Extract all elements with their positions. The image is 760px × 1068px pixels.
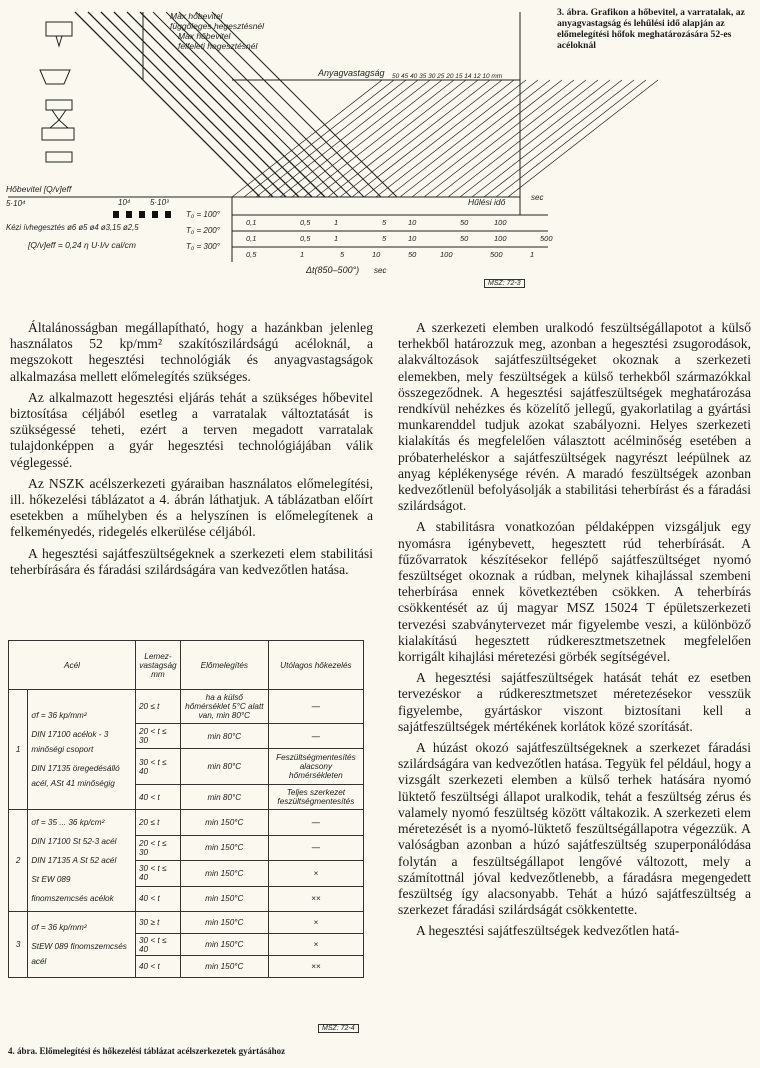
post-treatment-cell: ××: [268, 886, 363, 912]
preheat-cell: min 150°C: [180, 886, 268, 912]
time-tick-label: 0,1: [246, 234, 257, 243]
group-steel-description: [28, 810, 136, 912]
time-tick-label: 5: [340, 250, 345, 259]
weld-icon-4: [42, 120, 74, 140]
preheat-cell: min 80°C: [180, 785, 268, 810]
preheat-table: [8, 640, 364, 978]
time-tick-label: 50: [408, 250, 417, 259]
thickness-cell: 40 < t: [136, 886, 181, 912]
table-row: [9, 810, 364, 836]
preheat-cell: min 80°C: [180, 724, 268, 749]
electrode-mark: [126, 211, 132, 218]
thickness-fan-line: [352, 80, 502, 197]
post-treatment-cell: —: [268, 810, 363, 836]
electrode-mark: [165, 211, 171, 218]
time-row-label: T₀ = 300°: [186, 242, 220, 251]
steel-description-line: DIN 17100 acélok - 3 minőségi csoport: [31, 730, 109, 754]
electrode-mark: [139, 211, 145, 218]
table4-caption: 4. ábra. Előmelegítési és hőkezelési táblázat acélszerkezetek gyártásához: [8, 1046, 286, 1056]
paragraph: Az alkalmazott hegesztési eljárás tehát a szükséges hőbevitel biztosítása céljából esetleg a varratalak változtatását is szükségessé teheti, ezért a terven megadott varratalak tulajdonképpen a gyár hegesztési technológiájában válik véglegessé.: [10, 389, 373, 470]
thickness-fan-lines: [232, 80, 658, 197]
weld-icon-1: [46, 22, 72, 46]
group-steel-description: [28, 690, 136, 810]
steel-description-line: DIN 17100 St 52-3 acél: [31, 837, 117, 846]
post-treatment-cell: —: [268, 835, 363, 861]
preheat-cell: min 80°C: [180, 749, 268, 785]
table4-code: MSZ: 72-4: [318, 1024, 359, 1033]
table-row: [9, 690, 364, 724]
time-tick-label: 100: [440, 250, 453, 259]
preheat-cell: min 150°C: [180, 912, 268, 934]
thickness-fan-line: [256, 80, 406, 197]
figure3-code: MSZ: 72-3: [484, 279, 525, 288]
thickness-values: 50 45 40 35 30 25 20 15 14 12 10 mm: [392, 73, 503, 80]
preheat-cell: min 150°C: [180, 810, 268, 836]
steel-description-line: σf = 36 kp/mm²: [31, 923, 87, 932]
thickness-fan-line: [412, 80, 562, 197]
thickness-label: Anyagvastagság: [318, 68, 385, 78]
thickness-fan-line: [328, 80, 478, 197]
electrode-marks: [113, 211, 171, 218]
time-tick-label: 500: [540, 234, 553, 243]
thickness-fan-line: [400, 80, 550, 197]
delta-t-label: Δt(850–500°): [306, 265, 360, 275]
thickness-cell: 20 ≤ t: [136, 690, 181, 724]
nomogram-diagonal-line: [212, 12, 397, 197]
time-tick-label: 1: [300, 250, 305, 259]
steel-description-line: σf = 36 kp/mm²: [31, 711, 87, 720]
thickness-fan-line: [364, 80, 514, 197]
preheat-cell: min 150°C: [180, 956, 268, 978]
right-text-column: [398, 320, 751, 945]
thickness-fan-line: [472, 80, 622, 197]
time-tick-label: 1: [334, 218, 339, 227]
time-tick-label: 5: [382, 234, 387, 243]
heat-input-label: Hőbevitel [Q/v]eff: [6, 184, 72, 194]
thickness-fan-line: [340, 80, 490, 197]
nomogram-diagonal-lines: [75, 12, 397, 197]
time-tick-label: 0,5: [246, 250, 257, 259]
weld-icon-5: [46, 152, 72, 162]
group-number: 3: [9, 912, 28, 978]
figure3-caption: 3. ábra. Grafikon a hőbevitel, a varratalak, az anyagvastagság és lehűlési idő alapján az előmelegítési hőfok meghatározására 52-es acéloknál: [557, 7, 745, 51]
electrode-label: Kézi ívhegesztés ø6 ø5 ø4 ø3,15 ø2,5: [6, 223, 139, 232]
time-tick-label: 0,5: [300, 234, 311, 243]
thickness-fan-line: [484, 80, 634, 197]
paragraph: A hegesztési sajátfeszültségek hatását tehát ez esetben tervezéskor a rúdkeresztmetszet méretezésekor vesszük figyelembe, gyártáskor viszont biztosítani kell a sajátfeszültségek mértékének korlátok közé szorítását.: [398, 670, 751, 734]
steel-description-line: StEW 089 finomszemcsés acél: [31, 942, 127, 966]
table-row: [9, 912, 364, 934]
electrode-mark: [113, 211, 119, 218]
paragraph: A hegesztési sajátfeszültségeknek a szerkezeti elem stabilitási teherbírására és fáradási szilárdságára van kedvezőtlen hatása.: [10, 545, 373, 577]
thickness-cell: 30 ≥ t: [136, 912, 181, 934]
cooling-unit: sec: [531, 193, 544, 202]
preheat-cell: ha a külső hőmérséklet 5°C alatt van, min 80°C: [180, 690, 268, 724]
group-number: 1: [9, 690, 28, 810]
preheat-cell: min 150°C: [180, 934, 268, 956]
post-treatment-cell: ××: [268, 956, 363, 978]
time-row-label: T₀ = 200°: [186, 226, 220, 235]
scale-tick-2: 5·10³: [150, 198, 169, 207]
thickness-cell: 40 < t: [136, 785, 181, 810]
thickness-fan-line: [376, 80, 526, 197]
header-post: Utólagos hőkezelés: [268, 641, 363, 690]
time-tick-label: 1: [530, 250, 535, 259]
thickness-fan-line: [388, 80, 538, 197]
post-treatment-cell: Teljes szerkezet feszültségmentesítés: [268, 785, 363, 810]
time-tick-label: 10: [408, 234, 417, 243]
thickness-fan-line: [280, 80, 430, 197]
thickness-fan-line: [292, 80, 442, 197]
electrode-mark: [152, 211, 158, 218]
thickness-cell: 30 < t ≤ 40: [136, 749, 181, 785]
thickness-cell: 30 < t ≤ 40: [136, 861, 181, 887]
time-tick-label: 500: [490, 250, 503, 259]
thickness-cell: 40 < t: [136, 956, 181, 978]
time-row-label: T₀ = 100°: [186, 210, 220, 219]
table4-container: [8, 640, 370, 1040]
heat-input-unit: 5·10⁴: [6, 199, 26, 208]
time-tick-label: 1: [334, 234, 339, 243]
steel-description-line: DIN 17135 A St 52 acél: [31, 856, 117, 865]
post-treatment-cell: ×: [268, 861, 363, 887]
thickness-cell: 20 < t ≤ 30: [136, 724, 181, 749]
legend-line-4: felfeleti hegesztésnél: [178, 41, 258, 51]
paragraph: Általánosságban megállapítható, hogy a hazánkban jelenleg használatos 52 kp/mm² szakítószilárdságú acéloknál, a megszokott hegesztési technológiák és anyagvastagságok alkalmazása mellett előmelegítés szükséges.: [10, 320, 373, 384]
paragraph: A szerkezeti elemben uralkodó feszültségállapotot a külső terhekből határozzuk meg, azonban a hegesztési zsugorodások, alakváltozások sajátfeszültségeket okoznak a szerkezeti elemekben, mely feszültségek a külső terhekből származókkal összegeződnek. A hegesztési sajátfeszültségek meghatározása rendkívül nehézkes és közelítő jellegű, gyakorlatilag a gyártási munkarenddel tudjuk azokat szabályozni. Helyes szerkezeti kialakítás és megfelelően választott acélminőség esetében a próbaterheléskor a sajátfeszültségek nagyrészt leépülnek az anyag képlékenysége révén. A maradó feszültségek azonban kedvezőtlenül befolyásolják a stabilitási teherbírást és a fáradási szilárdságot.: [398, 320, 751, 514]
steel-description-line: DIN 17135 öregedésálló acél, ASt 41 minőségig: [31, 764, 120, 788]
paragraph: A húzást okozó sajátfeszültségeknek a szerkezet fáradási szilárdságára van kedvezőtlen hatása. Tegyük fel például, hogy a vizsgált szerkezeti elemben a külső terhek hatására nyomó lüktető feszültségi állapot uralkodik, tehát a feszültség zérus és valamely nyomó feszültség között váltakozik. A szerkezeti elem méretezését is a nyomó-lüktető feszültségállapotra végezzük. A valóságban azonban a húzó sajátfeszültség szuperponálódása folytán a feszültségállapot lengővé változott, mely a számítottnál jóval kedvezőtlenebb, a fáradásra megengedett feszültség így alacsonyabb. Tehát a húzó sajátfeszültség a szerkezet fáradási szilárdságát csökkentette.: [398, 740, 751, 918]
thickness-fan-line: [508, 80, 658, 197]
header-thickness: Lemez-vastagság mm: [136, 641, 181, 690]
thickness-cell: 20 ≤ t: [136, 810, 181, 836]
steel-description-line: finomszemcsés acélok: [31, 894, 114, 903]
group-steel-description: [28, 912, 136, 978]
thickness-cell: 20 < t ≤ 30: [136, 835, 181, 861]
time-tick-label: 0,5: [300, 218, 311, 227]
delta-t-unit: sec: [374, 266, 387, 275]
thickness-cell: 30 < t ≤ 40: [136, 934, 181, 956]
post-treatment-cell: —: [268, 724, 363, 749]
formula: [Q/v]eff = 0,24 η U·I/v cal/cm: [28, 240, 136, 250]
post-treatment-cell: ×: [268, 912, 363, 934]
preheat-cell: min 150°C: [180, 835, 268, 861]
time-tick-label: 100: [494, 234, 507, 243]
time-tick-label: 50: [460, 234, 469, 243]
time-tick-label: 5: [382, 218, 387, 227]
header-preheat: Előmelegítés: [180, 641, 268, 690]
time-tick-label: 50: [460, 218, 469, 227]
scale-tick-1: 10⁴: [118, 198, 131, 207]
steel-description-line: St EW 089: [31, 875, 71, 884]
preheat-cell: min 150°C: [180, 861, 268, 887]
thickness-fan-line: [496, 80, 646, 197]
thickness-fan-line: [424, 80, 574, 197]
thickness-fan-line: [268, 80, 418, 197]
left-text-column: [10, 320, 373, 583]
time-tick-label: 100: [494, 218, 507, 227]
legend-line-1: Max hőbevitel: [170, 11, 223, 21]
legend-line-3: Max hőbevitel: [178, 31, 231, 41]
time-tick-label: 10: [408, 218, 417, 227]
paragraph: A hegesztési sajátfeszültségek kedvezőtlen hatá-: [416, 923, 680, 939]
time-tick-label: 0,1: [246, 218, 257, 227]
legend-line-2: függőleges hegesztésnél: [170, 21, 265, 31]
steel-description-line: σf = 35 ... 36 kp/cm²: [31, 818, 105, 827]
post-treatment-cell: —: [268, 690, 363, 724]
header-steel: Acél: [9, 641, 136, 690]
weld-shape-icons: [40, 22, 74, 162]
cooling-label: Hűlési idő: [468, 197, 506, 207]
weld-icon-2: [40, 70, 70, 84]
paragraph: A stabilitásra vonatkozóan példaképpen vizsgáljuk egy nyomásra igénybevett, hegesztett rúd teherbírását. A fűzővarratok készítésekor fellépő sajátfeszültséget nyomó feszültséget okoznak a rúdban, melynek kihajlással szembeni teherbírása ennek következtében csökken. A teherbírás csökkentését az új magyar MSZ 15024 T épületszerkezeti tervezési szabványtervezet már figyelembe veszi, a különböző kialakítású hegesztett rúdkeresztmetszetnek megfelelően korrigált kihajlási méretezési görbék segítségével.: [398, 519, 751, 665]
thickness-fan-line: [436, 80, 586, 197]
weld-icon-3: [46, 100, 72, 120]
post-treatment-cell: ×: [268, 934, 363, 956]
thickness-fan-line: [460, 80, 610, 197]
cooling-time-rows: [186, 210, 553, 259]
paragraph: Az NSZK acélszerkezeti gyáraiban használatos előmelegítési, ill. hőkezelési táblázatot a 4. ábrán láthatjuk. A táblázatban előírt esetekben a műhelyben és a helyszínen is előmelegítenek a felkeményedés, ridegelés elkerülése céljából.: [10, 475, 373, 540]
group-number: 2: [9, 810, 28, 912]
thickness-fan-line: [448, 80, 598, 197]
time-tick-label: 10: [372, 250, 381, 259]
post-treatment-cell: Feszültségmentesítés alacsony hőmérsékleten: [268, 749, 363, 785]
